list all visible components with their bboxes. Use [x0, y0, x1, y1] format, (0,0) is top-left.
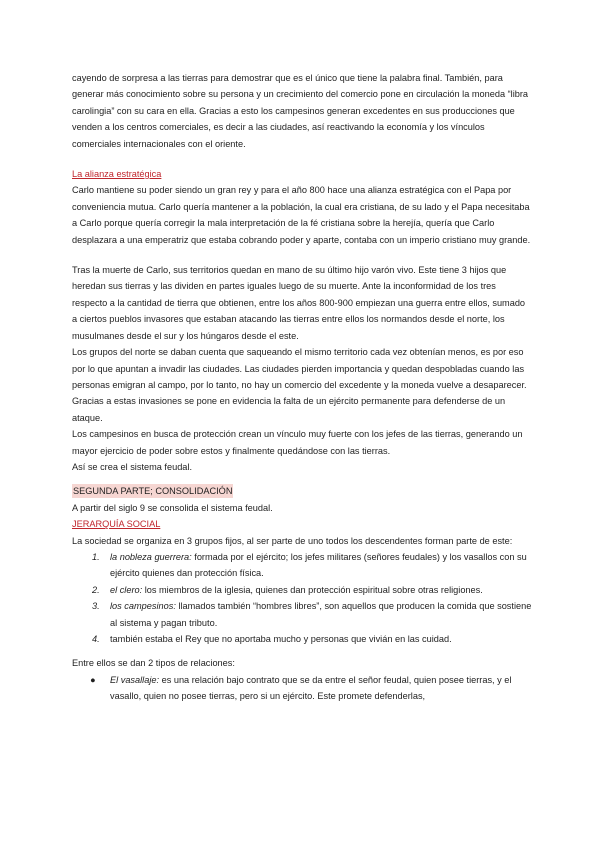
- bullet-icon: ●: [90, 674, 96, 685]
- list-number: 2.: [92, 584, 100, 595]
- intro-paragraph: cayendo de sorpresa a las tierras para demostrar que es el único que tiene la palabra final. También, para generar más conocimiento sobre su persona y un crecimiento del comercio pone en circulación la moneda “libra carolingia” con su cara en ella. Gracias a esto los campesinos generan excedentes en sus producciones que venden a los centros comerciales, es decir a las ciudades, así reactivando la economía y los vínculos comerciales internacionales con el oriente.: [72, 73, 529, 149]
- list-text: llamados también “hombres libres”, son aquellos que producen la comida que sostiene al sistema y pagan tributo.: [110, 601, 532, 628]
- hierarchy-heading: JERARQUÍA SOCIAL: [72, 519, 161, 530]
- spacer: [72, 152, 532, 166]
- list-item: [72, 549, 532, 582]
- relations-list: [72, 672, 532, 705]
- list-term: el clero:: [110, 584, 143, 595]
- hierarchy-intro: La sociedad se organiza en 3 grupos fijos, al ser parte de uno todos los descendentes forman parte de este:: [72, 535, 513, 546]
- spacer: [72, 647, 532, 655]
- hierarchy-list: [72, 549, 532, 647]
- spacer: [72, 248, 532, 262]
- spacer: [72, 475, 532, 483]
- feudal-line: Así se crea el sistema feudal.: [72, 461, 193, 472]
- part-two-heading: SEGUNDA PARTE; CONSOLIDACIÓN: [73, 486, 233, 497]
- list-item: [72, 598, 532, 631]
- death-paragraph: Tras la muerte de Carlo, sus territorios quedan en mano de su último hijo varón vivo. Este tiene 3 hijos que heredan sus tierras y las dividen en partes iguales luego de su muerte. Ante la inconformidad de los tres respecto a la cantidad de tierra que obtienen, entre los años 800-900 empiezan una guerra entre ellos, sumado a ciertos pueblos invasores que estaban atacando las tierras entre ellos los normandos desde el norte, los musulmanes desde el sur y los húngaros desde el este.: [72, 265, 526, 341]
- list-text: es una relación bajo contrato que se da entre el señor feudal, quien posee tierras, y el vasallo, quien no posee tierras, pero si un ejército. Este promete defenderlas,: [110, 674, 512, 702]
- list-text: los miembros de la iglesia, quienes dan protección espiritual sobre otras religiones.: [142, 584, 483, 595]
- list-number: 1.: [92, 551, 100, 562]
- alliance-heading: La alianza estratégica: [72, 169, 162, 180]
- list-number: 3.: [92, 601, 100, 612]
- list-text: también estaba el Rey que no aportaba mucho y personas que vivián en las cuidad.: [110, 634, 452, 644]
- peasants-paragraph: Los campesinos en busca de protección crean un vínculo muy fuerte con los jefes de las tierras, generando un mayor ejercicio de poder sobre estos y finalmente quedándose con las tierras.: [72, 429, 523, 456]
- list-item: [72, 582, 532, 598]
- list-item: [72, 672, 532, 705]
- list-term: los campesinos:: [110, 601, 176, 612]
- document-page: [72, 70, 532, 705]
- list-number: 4.: [92, 634, 100, 644]
- list-term: la nobleza guerrera:: [110, 551, 192, 562]
- relations-intro: Entre ellos se dan 2 tipos de relaciones:: [72, 658, 235, 669]
- list-text: formada por el ejército; los jefes militares (señores feudales) y los vasallos con su ejército quienes dan protección física.: [110, 551, 527, 579]
- alliance-paragraph: Carlo mantiene su poder siendo un gran rey y para el año 800 hace una alianza estratégica con el Papa por conveniencia mutua. Carlo quería mantener a la población, la cual era cristiana, de su lado y el Papa necesitaba a Carlo porque quería corregir la mala interpretación de la fé cristiana sobre la herejía, quería que Carlo desplazara a una emperatriz que estaba cobrando poder y aparte, contaba con un imperio cristiano muy grande.: [72, 185, 531, 245]
- north-paragraph: Los grupos del norte se daban cuenta que saqueando el mismo territorio cada vez obtenían menos, es por eso por lo que apuntan a invadir las ciudades. Las ciudades pierden importancia y quedan despobladas cuando las personas emigran al campo, por lo tanto, no hay un comercio del excedente y la moneda vuelve a desaparecer. Gracias a estas invasiones se pone en evidencia la falta de un ejército permanente para defenderse de un ataque.: [72, 347, 527, 423]
- list-term: El vasallaje:: [110, 674, 160, 685]
- list-item: [72, 631, 532, 647]
- part-two-line: A partir del siglo 9 se consolida el sistema feudal.: [72, 502, 273, 513]
